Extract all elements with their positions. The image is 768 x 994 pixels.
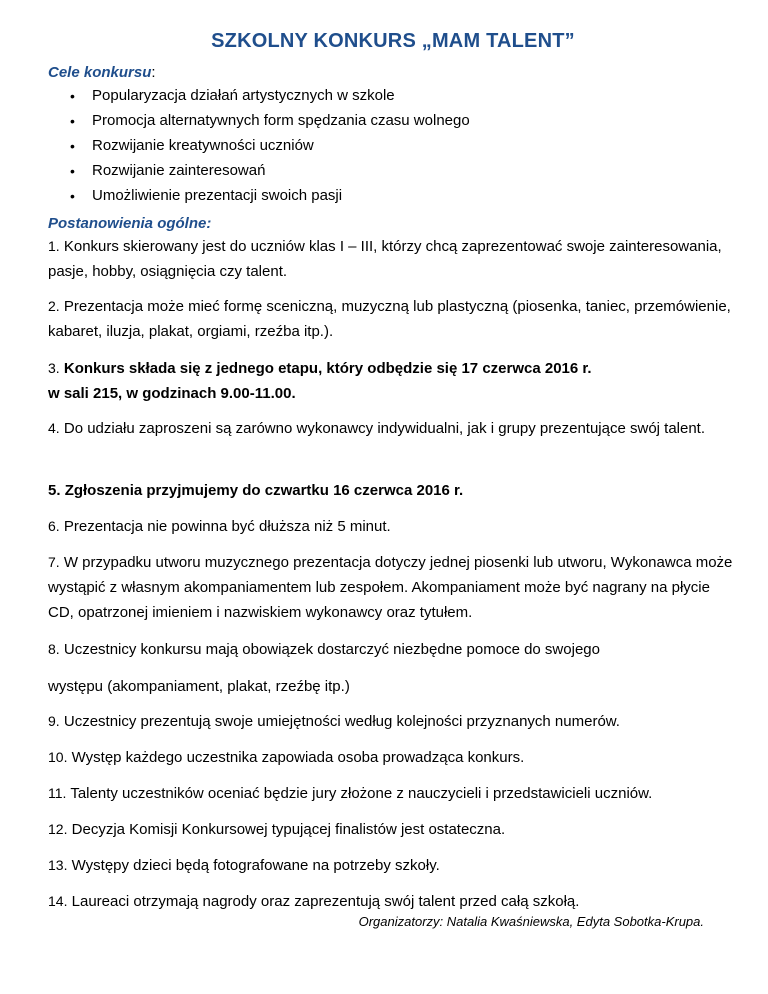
goals-heading [48,64,156,81]
goal-text: Rozwijanie kreatywności uczniów [92,137,314,154]
rule-number: 14. [48,893,68,909]
rule-14 [48,889,738,914]
rule-text: Występy dzieci będą fotografowane na potrzeby szkoły. [71,857,440,874]
rule-8-continuation: występu (akompaniament, plakat, rzeźbę itp.) [48,678,350,695]
rule-text: Występ każdego uczestnika zapowiada osoba prowadząca konkurs. [71,749,525,766]
bullet-icon: • [70,88,75,104]
goal-text: Popularyzacja działań artystycznych w szkole [92,87,395,104]
goal-text: Promocja alternatywnych form spędzania czasu wolnego [92,112,470,129]
goal-text: Umożliwienie prezentacji swoich pasji [92,187,343,204]
rule-number: 6. [48,518,60,534]
rule-11 [48,781,738,806]
organizers-signature: Organizatorzy: Natalia Kwaśniewska, Edyta Sobotka-Krupa. [358,914,704,929]
list-item [48,161,470,186]
rule-text: Do udziału zaproszeni są zarówno wykonawcy indywidualni, jak i grupy prezentujące swój talent. [63,420,706,437]
page-title: SZKOLNY KONKURS „MAM TALENT” [211,30,575,52]
rule-text: W przypadku utworu muzycznego prezentacja dotyczy jednej piosenki lub utworu, Wykonawca może wystąpić z własnym akompaniamentem lub zespołem. Akompaniament może być nagrany na płycie CD, opatrzonej imieniem i nazwiskiem wykonawcy oraz tytułem. [48,554,733,621]
rule-text: Konkurs składa się z jednego etapu, który odbędzie się 17 czerwca 2016 r. [63,360,592,377]
rule-number: 3. [48,360,60,376]
rule-text: Prezentacja nie powinna być dłuższa niż 5 minut. [63,518,391,535]
rule-4 [48,416,738,441]
goal-text: Rozwijanie zainteresowań [92,162,266,179]
bullet-icon: • [70,113,75,129]
rule-12 [48,817,738,842]
goals-heading-colon: : [151,64,156,81]
rule-text: Prezentacja może mieć formę sceniczną, muzyczną lub plastyczną (piosenka, taniec, przemówienie, kabaret, iluzja, plakat, orgiami, rzeźba itp.). [48,298,731,340]
rule-text: Talenty uczestników oceniać będzie jury złożone z nauczycieli i przedstawicieli uczniów. [70,785,653,802]
rule-13 [48,853,738,878]
goals-list [48,86,470,211]
rule-8 [48,637,738,662]
list-item [48,136,470,161]
rule-number: 13. [48,857,68,873]
list-item [48,111,470,136]
rule-text: Konkurs skierowany jest do uczniów klas I – III, którzy chcą zaprezentować swoje zainteresowania, pasje, hobby, osiągnięcia czy talent. [48,238,722,280]
rule-text: Zgłoszenia przyjmujemy do czwartku 16 czerwca 2016 r. [64,482,464,499]
bullet-icon: • [70,138,75,154]
general-heading: Postanowienia ogólne: [48,215,212,232]
rule-5 [48,478,738,503]
rule-text-line2: w sali 215, w godzinach 9.00-11.00. [48,385,296,402]
rule-number: 9. [48,713,60,729]
rule-10 [48,745,738,770]
rule-3 [48,356,738,406]
bullet-icon: • [70,163,75,179]
goals-heading-text: Cele konkursu [48,64,152,81]
rule-6 [48,514,738,539]
rule-text: Decyzja Komisji Konkursowej typującej finalistów jest ostateczna. [71,821,506,838]
rule-number: 5. [48,482,61,499]
rule-number: 4. [48,420,60,436]
rule-text: Uczestnicy konkursu mają obowiązek dostarczyć niezbędne pomoce do swojego [63,641,600,658]
rule-number: 10. [48,749,68,765]
rule-number: 12. [48,821,68,837]
rule-number: 7. [48,554,60,570]
rule-number: 1. [48,238,60,254]
rule-2 [48,294,738,344]
rule-7 [48,550,738,625]
list-item [48,186,470,211]
rule-number: 11. [48,785,67,801]
rule-1 [48,234,738,284]
rule-number: 8. [48,641,60,657]
rule-9 [48,709,738,734]
rule-text: Uczestnicy prezentują swoje umiejętności według kolejności przyznanych numerów. [63,713,620,730]
bullet-icon: • [70,188,75,204]
rule-number: 2. [48,298,60,314]
rule-text: Laureaci otrzymają nagrody oraz zaprezentują swój talent przed całą szkołą. [71,893,580,910]
list-item [48,86,470,111]
